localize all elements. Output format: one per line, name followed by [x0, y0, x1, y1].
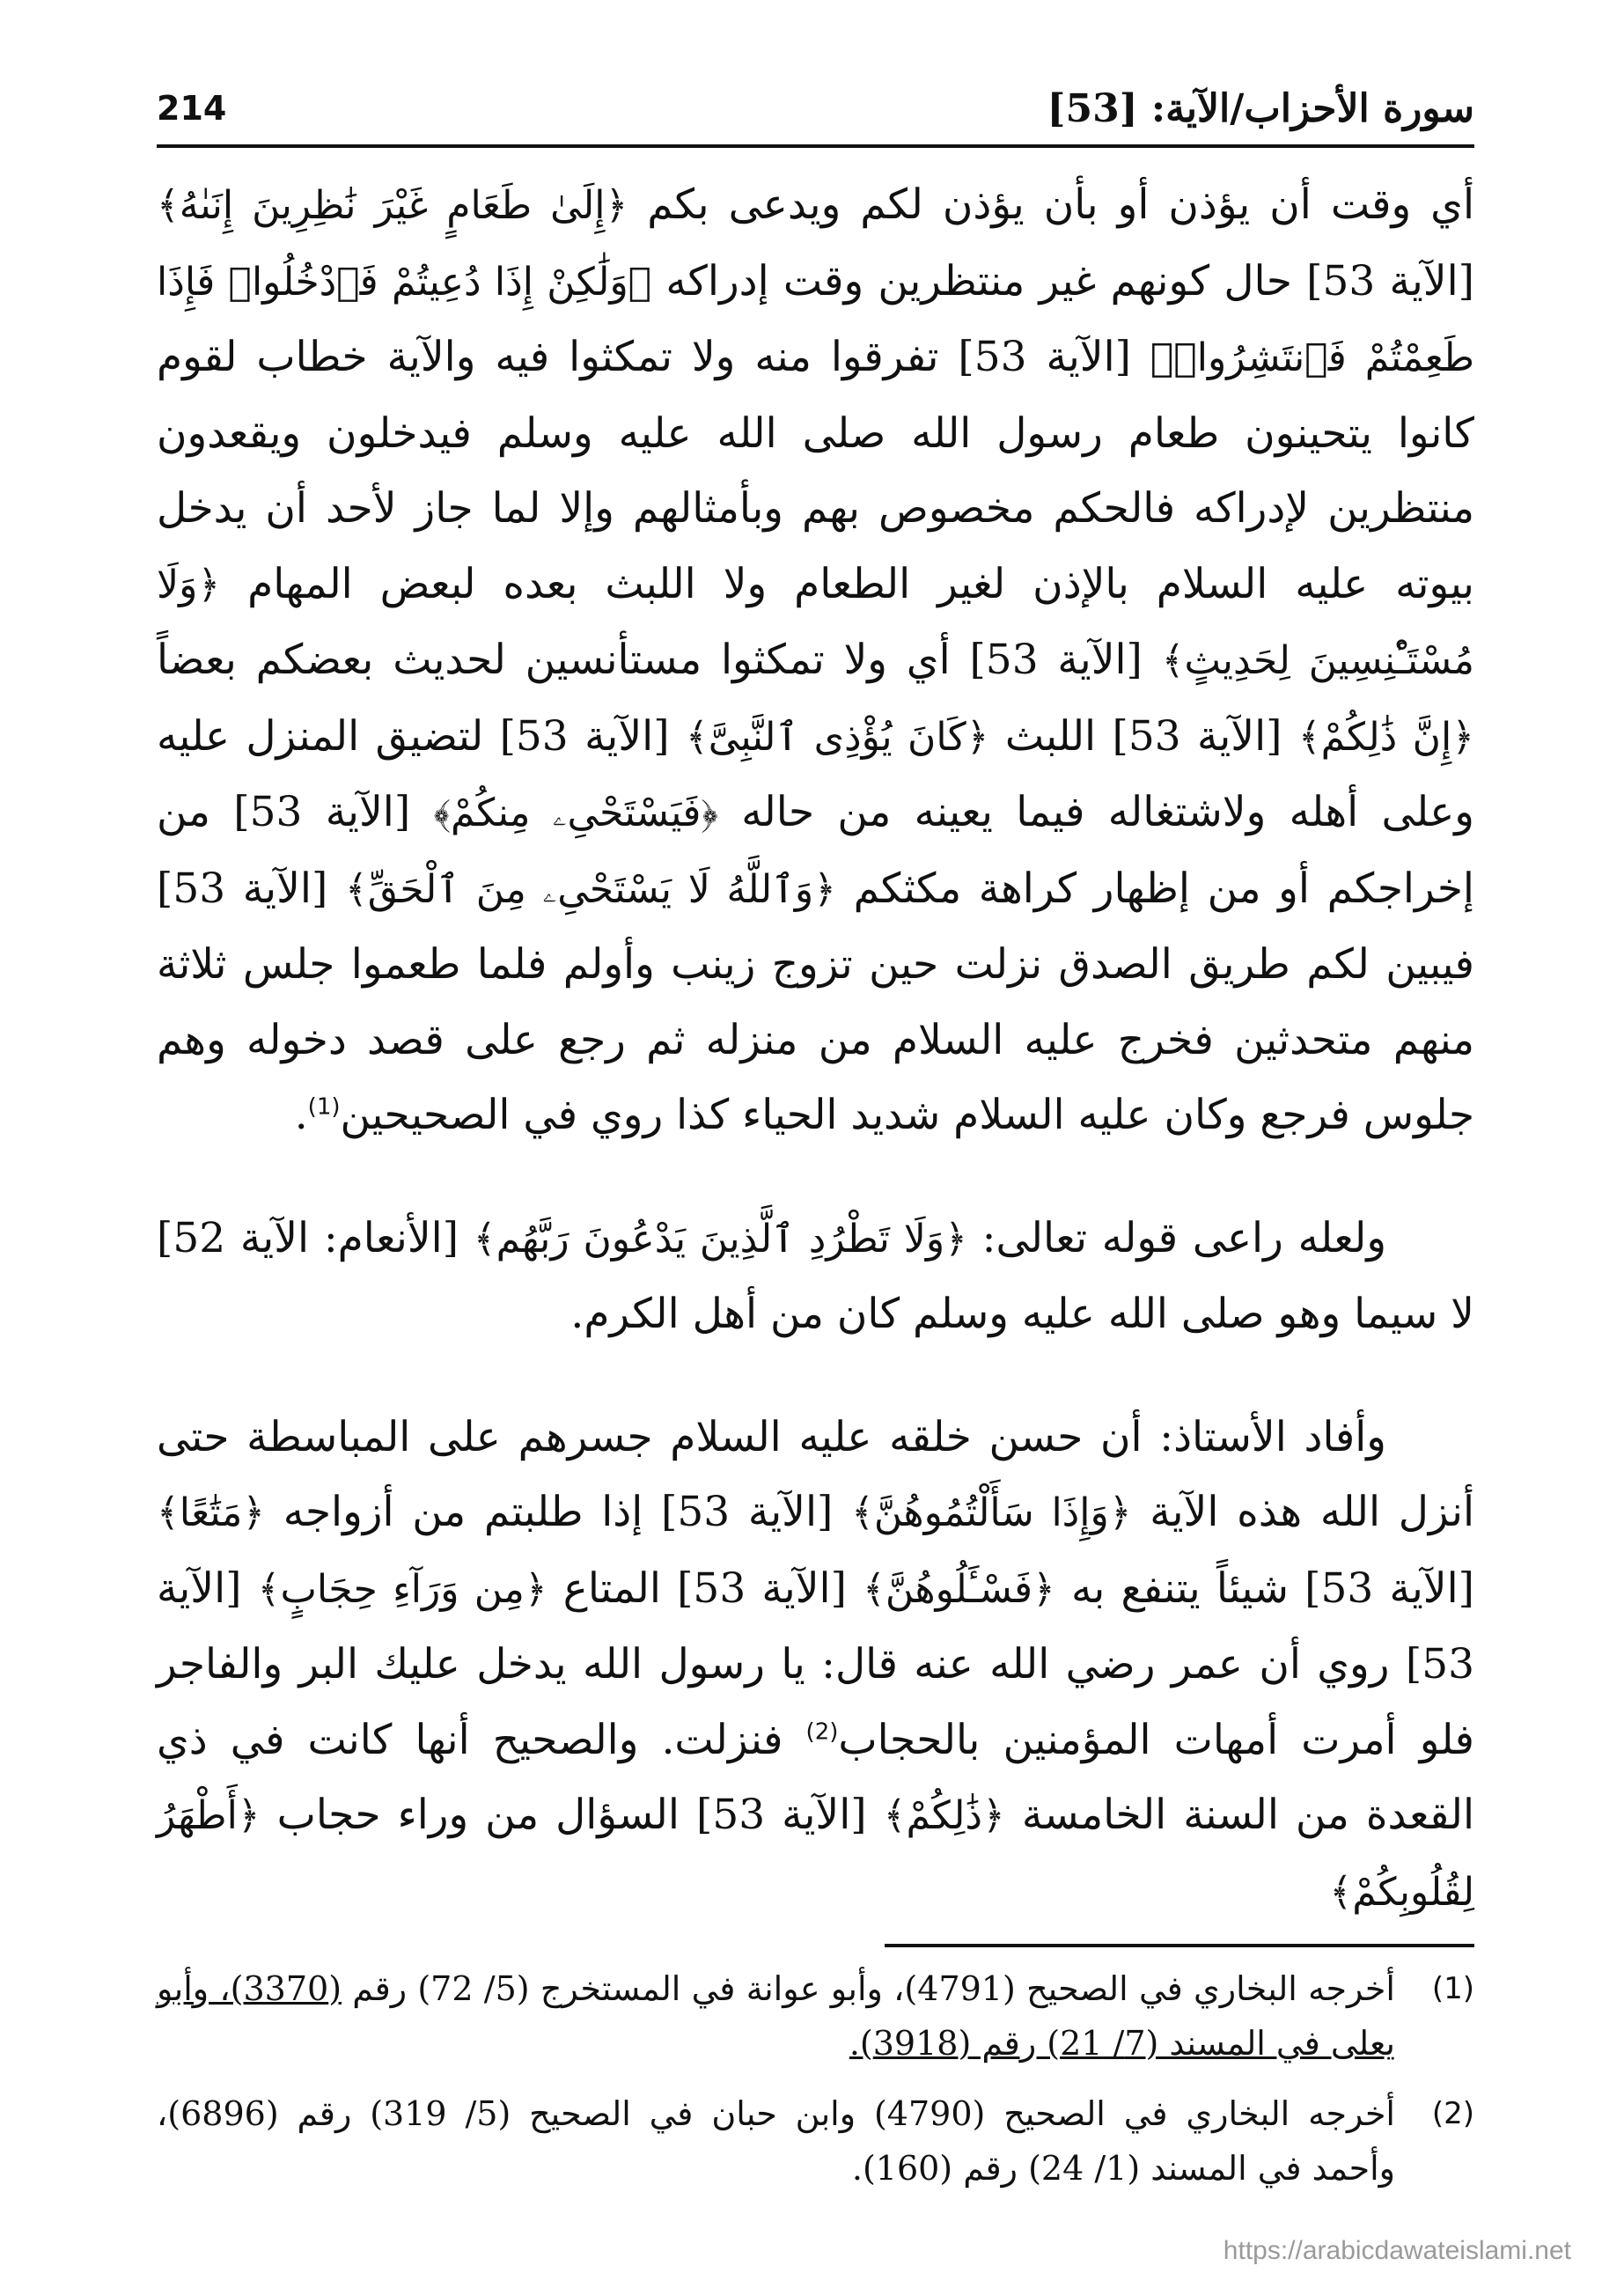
body-paragraph — [157, 167, 1474, 1153]
footnote-rule — [885, 1944, 1474, 1947]
quran-verse: ﴿مِن وَرَآءِ حِجَابٍ﴾ — [257, 1566, 547, 1612]
text-run: [الآية 53] أي ولا تمكثوا مستأنسين لحديث بعضكم بعضاً — [157, 636, 1162, 684]
quran-verse: ﴿إِنَّ ذَٰلِكُمْ﴾ — [1297, 714, 1474, 760]
quran-verse: ﴿مَتَٰعًا﴾ — [157, 1490, 266, 1535]
text-run: [الآية 53] اللبث — [988, 711, 1298, 761]
body-paragraph — [157, 1201, 1474, 1352]
body-text — [157, 167, 1474, 1930]
quran-verse: ﴿فَسْـَٔلُوهُنَّ﴾ — [863, 1566, 1055, 1612]
text-run: [الآية 53] حال كونهم غير منتظرين وقت إدراكه — [651, 256, 1474, 305]
text-run: [الآية 53] شيئاً يتنفع به — [1054, 1563, 1474, 1613]
text-run: [الآية 53] لتضيق المنزل عليه وعلى أهله ولاشتغاله فيما يعينه من حاله — [157, 711, 1474, 836]
text-run: أخرجه البخاري في الصحيح (4791)، وأبو عوانة في المستخرج (5/ 72) رقم — [342, 1969, 1395, 2008]
text-run: . — [294, 1091, 308, 1139]
quran-verse: ﴿ذَٰلِكُمْ﴾ — [883, 1793, 1005, 1838]
watermark-url: https://arabicdawateislami.net — [1223, 2236, 1571, 2265]
footnote-text — [157, 2086, 1395, 2196]
text-run: [الآية 53] من إخراجكم أو من إظهار كراهة مكثكم — [157, 788, 1474, 913]
text-run: [الآية 53] روي أن عمر رضي الله عنه قال: يا رسول الله يدخل عليك البر والفاجر فلو أمرت أمهات المؤمنين بالحجاب — [157, 1563, 1474, 1764]
text-run: [الآية 53] السؤال من وراء حجاب — [260, 1791, 884, 1839]
underlined-text: (3370)، وأبو يعلى في المسند (7/ 21) رقم (3918). — [157, 1969, 1395, 2063]
quran-verse: ﴿وَلَا مُسْتَـْٔنِسِينَ لِحَدِيثٍ﴾ — [157, 562, 1474, 683]
text-run: ولعله راعى قوله تعالى: — [966, 1213, 1387, 1262]
footnote-ref: (1) — [307, 1093, 341, 1121]
quran-verse: ﴿إِلَىٰ طَعَامٍ غَيْرَ نَٰظِرِينَ إِنَىٰهُ﴾ — [157, 183, 628, 228]
text-run: أي وقت أن يؤذن أو بأن يؤذن لكم ويدعى بكم — [628, 180, 1474, 229]
quran-verse: ﴿فَيَسْتَحْىِۦ مِنكُمْ﴾ — [433, 791, 718, 835]
text-run: [الآية 53] إذا طلبتم من أزواجه — [265, 1488, 852, 1536]
page-header — [157, 77, 1474, 139]
text-run: أخرجه البخاري في الصحيح (4790) وابن حبان في الصحيح (5/ 319) رقم (6896)، وأحمد في المسند (1/ 24) رقم (160). — [157, 2094, 1395, 2188]
footnote-number: (1) — [1431, 1971, 1474, 2006]
text-run: وأفاد الأستاذ: أن حسن خلقه عليه السلام جسرهم على المباسطة حتى أنزل الله هذه الآية — [157, 1412, 1474, 1536]
quran-verse: ﴿أَطْهَرُ لِقُلُوبِكُمْ﴾ — [157, 1793, 1474, 1915]
quran-verse: ﴿كَانَ يُؤْذِى ٱلنَّبِىَّ﴾ — [685, 714, 989, 760]
quran-verse: ﴿وَلَٰكِنْ إِذَا دُعِيتُمْ فَٱدْخُلُوا۟ فَإِذَا طَعِمْتُمْ فَٱنتَشِرُوا۟﴾ — [157, 259, 1474, 380]
header-rule — [157, 144, 1474, 148]
text-run: [الآية 53] المتاع — [547, 1563, 863, 1613]
text-run: [الآية 53] تفرقوا منه ولا تمكثوا فيه والآية خطاب لقوم كانوا يتحينون طعام رسول الله صلى الله عليه وسلم فيدخلون ويقعدون منتظرين لإدراكه فالحكم مخصوص بهم وبأمثالهم وإلا لما جاز لأحد أن يدخل بيوته عليه السلام بالإذن لغير الطعام ولا اللبث بعده لبعض المهام — [157, 333, 1474, 608]
page-number: 214 — [157, 89, 227, 128]
text-run: [الأنعام: الآية 52] لا سيما وهو صلى الله عليه وسلم كان من أهل الكرم. — [157, 1213, 1474, 1338]
quran-verse: ﴿وَٱللَّهُ لَا يَسْتَحْىِۦ مِنَ ٱلْحَقِّ﴾ — [344, 866, 836, 912]
text-run: [الآية 53] فيبين لكم طريق الصدق نزلت حين تزوج زينب وأولم فلما طعموا جلس ثلاثة منهم متحدثين فخرج عليه السلام من منزله ثم رجع على قصد دخوله وهم جلوس فرجع وكان عليه السلام شديد الحياء كذا روي في الصحيحين — [157, 864, 1474, 1139]
footnote-text — [157, 1961, 1395, 2071]
footnote — [157, 2086, 1474, 2196]
quran-verse: ﴿وَلَا تَطْرُدِ ٱلَّذِينَ يَدْعُونَ رَبَّهُم﴾ — [473, 1216, 967, 1262]
text-run: فنزلت. والصحيح أنها كانت في ذي القعدة من السنة الخامسة — [157, 1715, 1475, 1839]
footnote-ref: (2) — [805, 1718, 839, 1745]
footnotes — [157, 1961, 1474, 2211]
quran-verse: ﴿وَإِذَا سَأَلْتُمُوهُنَّ﴾ — [851, 1490, 1132, 1535]
body-paragraph — [157, 1400, 1474, 1931]
footnote-number: (2) — [1431, 2096, 1474, 2131]
footnote — [157, 1961, 1474, 2071]
running-title: سورة الأحزاب/الآية: [53] — [1047, 85, 1474, 131]
